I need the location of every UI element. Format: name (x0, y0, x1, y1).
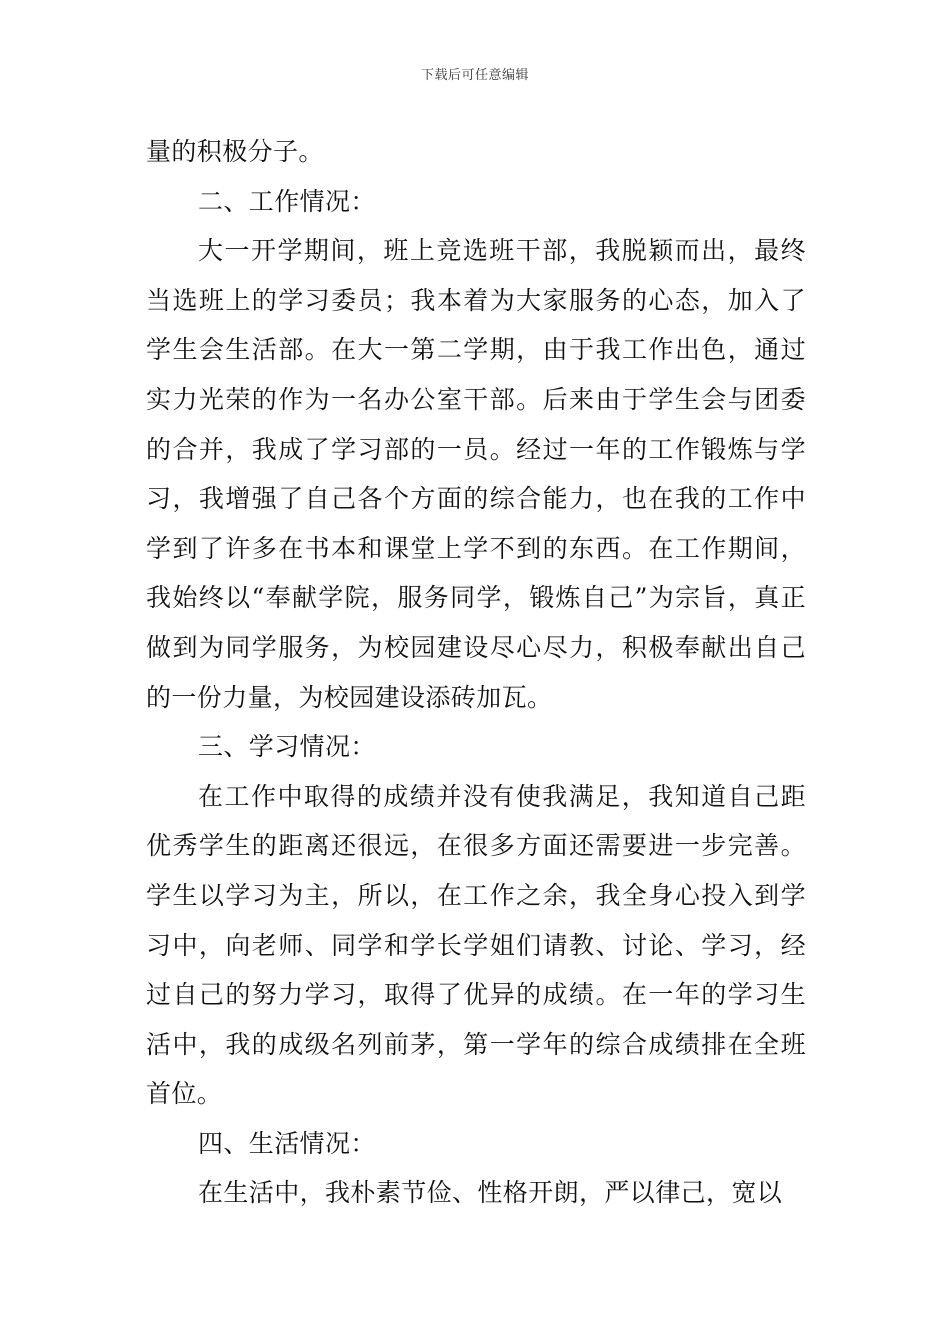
paragraph-work: 大一开学期间，班上竞选班干部，我脱颖而出，最终当选班上的学习委员；我本着为大家服务的心态，加入了学生会生活部。在大一第二学期，由于我工作出色，通过实力光荣的作为一名办公室干部。后来由于学生会与团委的合并，我成了学习部的一员。经过一年的工作锻炼与学习，我增强了自己各个方面的综合能力，也在我的工作中学到了许多在书本和课堂上学不到的东西。在工作期间，我始终以“奉献学院，服务同学，锻炼自己”为宗旨，真正做到为同学服务，为校园建设尽心尽力，积极奉献出自己的一份力量，为校园建设添砖加瓦。 (146, 236, 806, 712)
paragraph-continuation: 量的积极分子。 (146, 137, 324, 166)
document-body (146, 127, 806, 1218)
paragraph-life: 在生活中，我朴素节俭、性格开朗，严以律己，宽以 (198, 1178, 783, 1208)
section-heading-work: 二、工作情况： (198, 186, 376, 216)
paragraph-study: 在工作中取得的成绩并没有使我满足，我知道自己距优秀学生的距离还很远，在很多方面还需要进一步完善。学生以学习为主，所以，在工作之余，我全身心投入到学习中，向老师、同学和学长学姐们请教、讨论、学习，经过自己的努力学习，取得了优异的成绩。在一年的学习生活中，我的成级名列前茅，第一学年的综合成绩排在全班首位。 (146, 781, 806, 1109)
section-heading-study: 三、学习情况： (198, 732, 376, 762)
section-heading-life: 四、生活情况： (198, 1128, 376, 1158)
page-header: 下载后可任意编辑 (420, 68, 529, 83)
